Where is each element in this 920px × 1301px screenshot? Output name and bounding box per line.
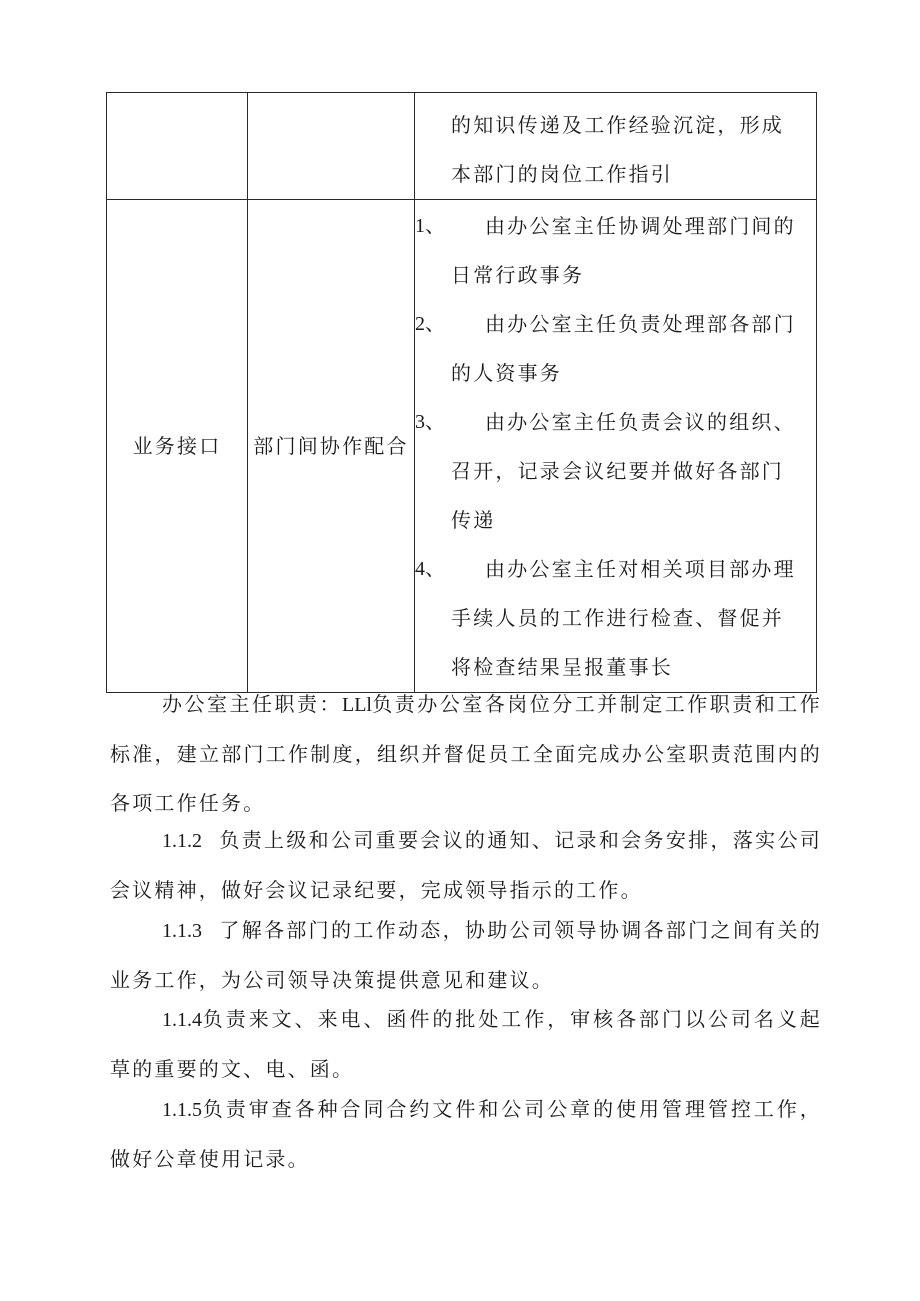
paragraph-text: 了解各部门的工作动态，协助公司领导协调各部门之间有关的业务工作，为公司领导决策提供意见和建议。 <box>110 918 822 992</box>
step-line: 传递 <box>451 508 496 532</box>
step-item <box>415 300 810 398</box>
paragraph-duty-summary <box>110 680 822 828</box>
step-number: 1、 <box>415 215 445 237</box>
item-label: 部门间协作配合 <box>253 433 409 458</box>
table-cell-empty <box>248 93 415 200</box>
step-line: 由办公室主任负责会议的组织、 <box>485 410 796 434</box>
cell-line: 的知识传递及工作经验沉淀，形成 <box>451 113 784 137</box>
section-code: 1.1.4 <box>162 1009 202 1031</box>
step-item <box>415 545 810 692</box>
section-code: 1.1.5 <box>162 1099 202 1121</box>
step-number: 3、 <box>415 411 445 433</box>
step-line: 由办公室主任协调处理部门间的 <box>485 214 796 238</box>
paragraph-1-1-5 <box>110 1085 822 1184</box>
step-line: 召开，记录会议纪要并做好各部门 <box>451 459 784 483</box>
cell-line: 本部门的岗位工作指引 <box>451 162 673 186</box>
step-number: 2、 <box>415 313 445 335</box>
step-item <box>415 202 810 300</box>
section-code: LLl <box>342 694 372 716</box>
section-code: 1.1.2 <box>162 830 202 852</box>
paragraph-1-1-3 <box>110 906 822 1005</box>
step-line: 由办公室主任对相关项目部办理 <box>485 557 796 581</box>
section-code: 1.1.3 <box>162 920 202 942</box>
table-cell-empty <box>107 93 248 200</box>
paragraph-text: 负责审查各种合同合约文件和公司公章的使用管理管控工作，做好公章使用记录。 <box>110 1097 822 1171</box>
table-cell-steps <box>415 200 817 693</box>
paragraph-text: 负责上级和公司重要会议的通知、记录和会务安排，落实公司会议精神，做好会议记录纪要，完成领导指示的工作。 <box>110 828 822 902</box>
steps-list <box>415 200 816 692</box>
step-line: 由办公室主任负责处理部各部门 <box>485 312 796 336</box>
paragraph-1-1-2 <box>110 816 822 915</box>
paragraph-text: 负责来文、来电、函件的批处工作，审核各部门以公司名义起草的重要的文、电、函。 <box>110 1007 822 1081</box>
table-row <box>107 93 817 200</box>
table-cell-description <box>415 93 817 200</box>
table-cell-item <box>248 200 415 693</box>
table-row <box>107 200 817 693</box>
duty-table <box>106 92 817 693</box>
table-cell-category <box>107 200 248 693</box>
category-label: 业务接口 <box>132 433 222 458</box>
step-line: 日常行政事务 <box>451 263 585 287</box>
paragraph-text: 负责办公室各岗位分工并制定工作职责和工作标准，建立部门工作制度，组织并督促员工全面完成办公室职责范围内的各项工作任务。 <box>110 692 822 815</box>
step-number: 4、 <box>415 558 445 580</box>
step-line: 的人资事务 <box>451 361 562 385</box>
step-item <box>415 398 810 545</box>
step-line: 手续人员的工作进行检查、督促并 <box>451 606 784 630</box>
paragraph-1-1-4 <box>110 995 822 1094</box>
step-line: 将检查结果呈报董事长 <box>451 655 673 679</box>
paragraph-prefix: 办公室主任职责： <box>162 692 342 716</box>
